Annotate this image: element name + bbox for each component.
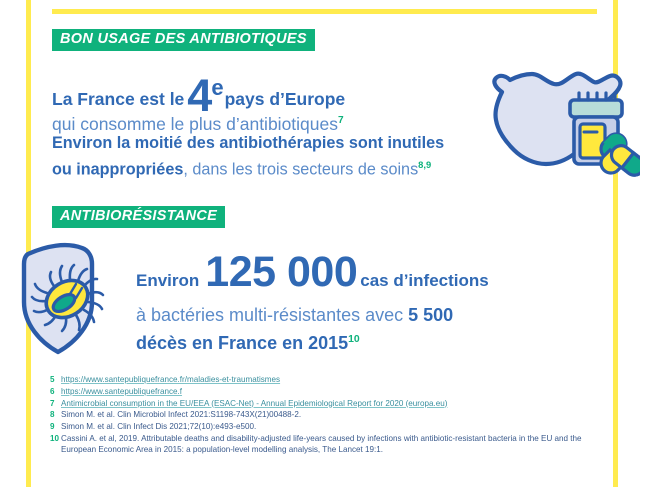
top-yellow-rule bbox=[52, 9, 597, 14]
footnote-number: 5 bbox=[50, 375, 55, 384]
stat-block-france-rank bbox=[52, 72, 345, 135]
footnote-item bbox=[50, 433, 610, 456]
cases-prefix-text: Environ bbox=[136, 271, 200, 290]
footnote-body: Cassini A. et al, 2019. Attributable deaths and disability-adjusted life-years caused by infections with antibiotic-resistant bacteria in the EU and the European Economic Area in 2015: a population-level modelling analysis, The Lancet 19:1. bbox=[61, 433, 582, 455]
footnote-number: 7 bbox=[50, 398, 55, 408]
footnote-item bbox=[50, 386, 610, 397]
stat-prefix-text: La France est le bbox=[52, 89, 185, 109]
paragraph-line-1 bbox=[52, 133, 444, 154]
stat-block-infection-cases bbox=[136, 248, 489, 355]
france-map-illustration bbox=[470, 52, 640, 182]
section-badge-bon-usage: BON USAGE DES ANTIBIOTIQUES bbox=[52, 29, 315, 51]
section-badge-antibioresistance: ANTIBIORÉSISTANCE bbox=[52, 206, 225, 228]
footnote-body bbox=[61, 386, 610, 397]
footnote-link[interactable]: https://www.santepubliquefrance.fr/maladies-et-traumatismes bbox=[61, 375, 281, 384]
shield-bacteria-illustration bbox=[8, 232, 143, 372]
footnote-number: 10 bbox=[50, 433, 60, 443]
cases-secondary-light-text: à bactéries multi-résistantes avec bbox=[136, 305, 409, 325]
footnote-number: 6 bbox=[50, 386, 55, 396]
footnote-number: 8 bbox=[50, 410, 55, 420]
footnote-body: Simon M. et al. Clin Infect Dis 2021;72(10):e493-e500. bbox=[61, 422, 257, 432]
footnote-link[interactable]: Antimicrobial consumption in the EU/EEA (ESAC-Net) - Annual Epidemiological Report for 2020 (europa.eu) bbox=[61, 398, 448, 408]
footnote-ref-7: 7 bbox=[338, 115, 344, 126]
cases-line-primary bbox=[136, 248, 489, 301]
paragraph-line-2-bold-text: ou inappropriées bbox=[52, 160, 184, 179]
footnote-list bbox=[50, 374, 610, 456]
stat-ordinal-suffix: e bbox=[211, 75, 224, 100]
stat-big-number bbox=[187, 70, 223, 121]
stat-number-value: 4 bbox=[187, 70, 212, 121]
cases-line-secondary bbox=[136, 303, 489, 328]
footnote-body: Simon M. et al. Clin Microbiol Infect 2021:S1198-743X(21)00488-2. bbox=[61, 410, 302, 420]
cases-suffix-text: cas d’infections bbox=[360, 271, 489, 290]
stat-suffix-text: pays d’Europe bbox=[224, 89, 346, 109]
footnote-ref-8-9: 8,9 bbox=[418, 159, 432, 170]
footnote-body bbox=[61, 374, 610, 385]
footnote-item bbox=[50, 421, 610, 432]
paragraph-line-2 bbox=[52, 154, 444, 180]
footnote-ref-10: 10 bbox=[348, 334, 360, 345]
paragraph-block-antibiotherapies bbox=[52, 133, 444, 180]
footnote-link[interactable]: https://www.santepubliquefrance.f bbox=[61, 386, 183, 396]
stat-subline-text: qui consomme le plus d’antibiotiques bbox=[52, 113, 338, 134]
footnote-item bbox=[50, 398, 610, 409]
paragraph-line-2-light-text: , dans les trois secteurs de soins bbox=[183, 160, 419, 179]
paragraph-line-1-text: Environ la moitié des antibiothérapies sont inutiles bbox=[52, 134, 445, 152]
cases-big-number: 125 000 bbox=[205, 248, 358, 296]
footnote-item bbox=[50, 409, 610, 420]
footnote-body bbox=[61, 398, 610, 409]
cases-tertiary-text: décès en France en 2015 bbox=[136, 333, 349, 353]
footnote-item bbox=[50, 374, 610, 385]
cases-deaths-number: 5 500 bbox=[408, 305, 454, 325]
cases-line-tertiary bbox=[136, 328, 489, 355]
stat-line-primary bbox=[52, 70, 346, 121]
footnote-number: 9 bbox=[50, 422, 55, 432]
